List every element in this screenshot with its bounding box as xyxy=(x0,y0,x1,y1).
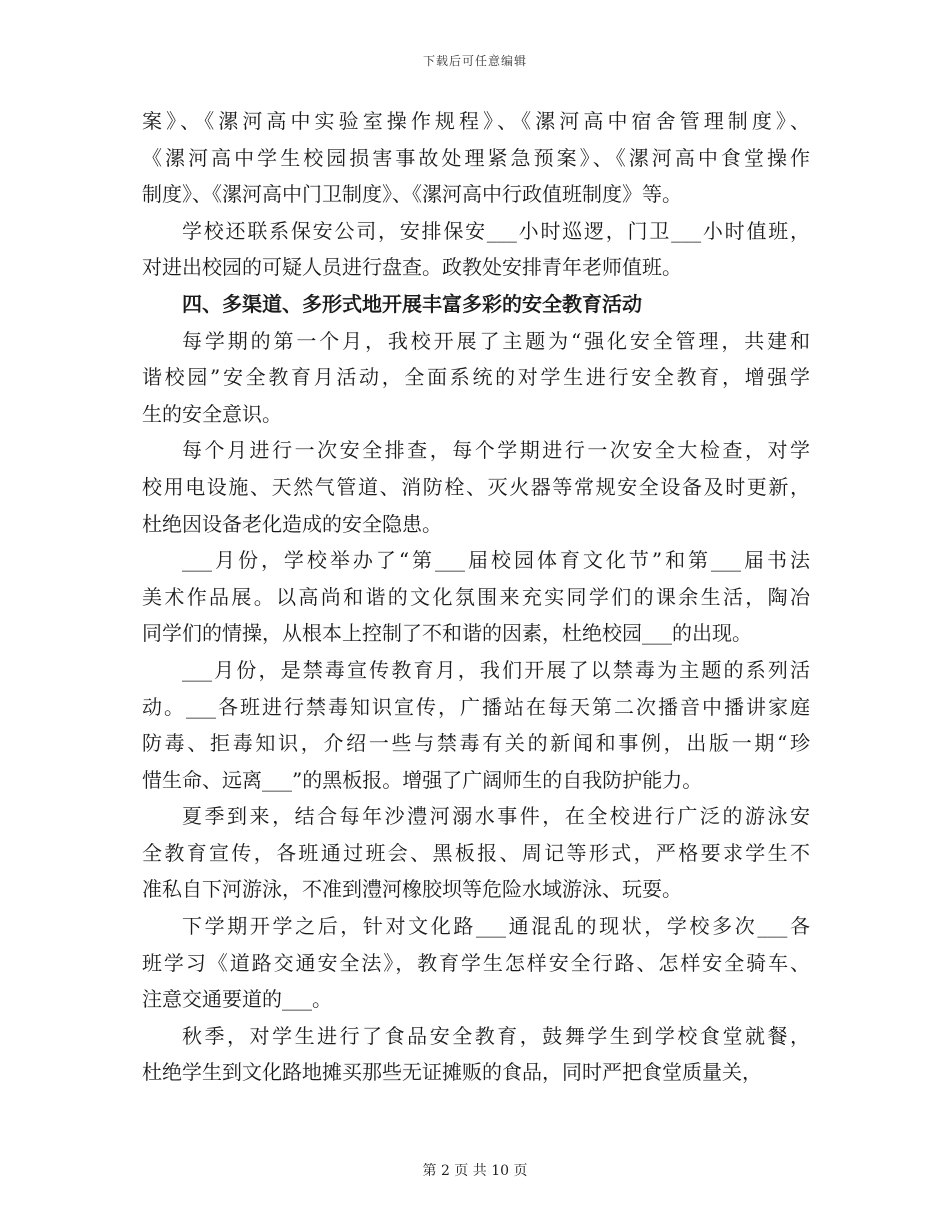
paragraph-line: 谐校园”安全教育月活动，全面系统的对学生进行安全教育，增强学 xyxy=(142,365,810,390)
paragraph xyxy=(142,103,810,213)
paragraph xyxy=(142,432,810,542)
paragraph-line: 生的安全意识。 xyxy=(142,401,282,426)
page-footer: 第 2 页 共 10 页 xyxy=(422,1163,528,1179)
paragraph xyxy=(142,542,810,652)
paragraph-line: 夏季到来，结合每年沙澧河溺水事件，在全校进行广泛的游泳安 xyxy=(182,804,810,829)
paragraph-line: 全教育宣传，各班通过班会、黑板报、周记等形式，严格要求学生不 xyxy=(142,840,810,865)
paragraph xyxy=(142,908,810,1018)
paragraph-line: 防毒、拒毒知识，介绍一些与禁毒有关的新闻和事例，出版一期“珍 xyxy=(142,731,810,756)
paragraph-line: 校用电设施、天然气管道、消防栓、灭火器等常规安全设备及时更新， xyxy=(142,474,810,499)
paragraph xyxy=(142,213,810,286)
paragraph xyxy=(142,323,810,433)
paragraph-line: 对进出校园的可疑人员进行盘查。政教处安排青年老师值班。 xyxy=(142,255,682,280)
paragraph-line: 制度》、《漯河高中门卫制度》、《漯河高中行政值班制度》等。 xyxy=(142,182,682,207)
paragraph-line: 注意交通要道的___。 xyxy=(142,987,332,1012)
paragraph-line: 惜生命、远离___”的黑板报。增强了广阔师生的自我防护能力。 xyxy=(142,767,703,792)
paragraph xyxy=(142,798,810,908)
paragraph-line: ___月份，学校举办了“第___届校园体育文化节”和第___届书法 xyxy=(182,548,810,573)
paragraph-line: 秋季，对学生进行了食品安全教育，鼓舞学生到学校食堂就餐， xyxy=(182,1023,810,1048)
paragraph-line: 准私自下河游泳，不准到澧河橡胶坝等危险水域游泳、玩耍。 xyxy=(142,877,682,902)
paragraph-line: 学校还联系保安公司，安排保安___小时巡逻，门卫___小时值班， xyxy=(182,218,810,243)
paragraph-line: 杜绝学生到文化路地摊买那些无证摊贩的食品，同时严把食堂质量关， xyxy=(142,1060,762,1085)
section-heading xyxy=(142,286,810,323)
page-header: 下载后可任意编辑 xyxy=(422,54,527,68)
paragraph-line: 美术作品展。以高尚和谐的文化氛围来充实同学们的课余生活，陶冶 xyxy=(142,584,810,609)
paragraph-line: 同学们的情操，从根本上控制了不和谐的因素，杜绝校园___的出现。 xyxy=(142,621,752,646)
paragraph xyxy=(142,1018,810,1091)
paragraph-line: ___月份，是禁毒宣传教育月，我们开展了以禁毒为主题的系列活 xyxy=(182,657,810,682)
paragraph-line: 班学习《道路交通安全法》，教育学生怎样安全行路、怎样安全骑车、 xyxy=(142,950,810,975)
paragraph xyxy=(142,652,810,798)
paragraph-line: 每学期的第一个月，我校开展了主题为“强化安全管理，共建和 xyxy=(182,328,810,353)
paragraph-line: 杜绝因设备老化造成的安全隐患。 xyxy=(142,511,442,536)
heading-line: 四、多渠道、多形式地开展丰富多彩的安全教育活动 xyxy=(182,291,642,316)
paragraph-line: 动。___各班进行禁毒知识宣传，广播站在每天第二次播音中播讲家庭 xyxy=(142,694,810,719)
document-body xyxy=(142,103,810,1091)
paragraph-line: 每个月进行一次安全排查，每个学期进行一次安全大检查，对学 xyxy=(182,438,810,463)
paragraph-line: 下学期开学之后，针对文化路___通混乱的现状，学校多次___各 xyxy=(182,914,810,939)
paragraph-line: 案》、《漯河高中实验室操作规程》、《漯河高中宿舍管理制度》、 xyxy=(142,109,810,133)
paragraph-line: 《漯河高中学生校园损害事故处理紧急预案》、《漯河高中食堂操作 xyxy=(142,145,810,170)
